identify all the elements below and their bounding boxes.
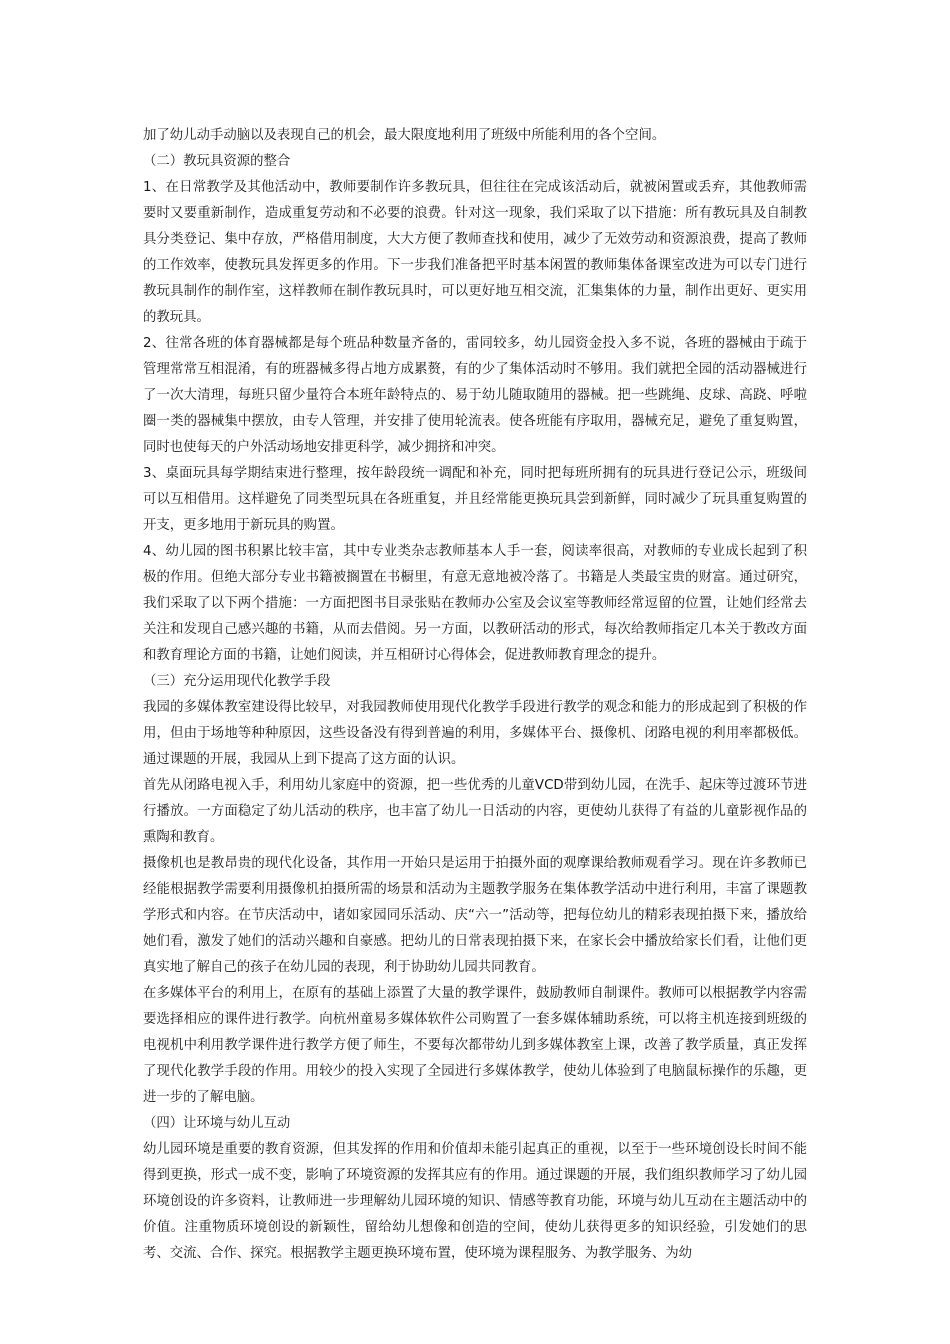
paragraph: 幼儿园环境是重要的教育资源，但其发挥的作用和价值却未能引起真正的重视，以至于一些环境创设长时间不能得到更换，形式一成不变，影响了环境资源的发挥其应有的作用。通过课题的开展，我们组织教师学习了幼儿园环境创设的许多资料，让教师进一步理解幼儿园环境的知识、情感等教育功能，环境与幼儿互动在主题活动中的价值。注重物质环境创设的新颖性，留给幼儿想像和创造的空间，使幼儿获得更多的知识经验，引发她们的思考、交流、合作、探究。根据教学主题更换环境布置，使环境为课程服务、为教学服务、为幼 [143, 1142, 807, 1261]
paragraph: 2、往常各班的体育器械都是每个班品种数量齐备的，雷同较多，幼儿园资金投入多不说，各班的器械由于疏于管理常常互相混淆，有的班器械多得占地方成累赘，有的少了集体活动时不够用。我们就把全园的活动器械进行了一次大清理，每班只留少量符合本班年龄特点的、易于幼儿随取随用的器械。把一些跳绳、皮球、高跷、呼啦圈一类的器械集中摆放，由专人管理，并安排了使用轮流表。使各班能有序取用，器械充足，避免了重复购置，同时也使每天的户外活动场地安排更科学，减少拥挤和冲突。 [143, 336, 807, 455]
paragraph: 4、幼儿园的图书积累比较丰富，其中专业类杂志教师基本人手一套，阅读率很高，对教师的专业成长起到了积极的作用。但绝大部分专业书籍被搁置在书橱里，有意无意地被冷落了。书籍是人类最宝贵的财富。通过研究，我们采取了以下两个措施：一方面把图书目录张贴在教师办公室及会议室等教师经常逗留的位置，让她们经常去关注和发现自己感兴趣的书籍，从而去借阅。另一方面，以教研活动的形式，每次给教师指定几本关于教改方面和教育理论方面的书籍，让她们阅读，并互相研讨心得体会，促进教师教育理念的提升。 [143, 544, 807, 663]
paragraph: 摄像机也是教昂贵的现代化设备，其作用一开始只是运用于拍摄外面的观摩课给教师观看学习。现在许多教师已经能根据教学需要利用摄像机拍摄所需的场景和活动为主题教学服务在集体教学活动中进行利用，丰富了课题教学形式和内容。在节庆活动中，诸如家园同乐活动、庆“六一”活动等，把每位幼儿的精彩表现拍摄下来，播放给她们看，激发了她们的活动兴趣和自豪感。把幼儿的日常表现拍摄下来，在家长会中播放给家长们看，让他们更真实地了解自己的孩子在幼儿园的表现，利于协助幼儿园共同教育。 [143, 856, 807, 975]
paragraph: 1、在日常教学及其他活动中，教师要制作许多教玩具，但往往在完成该活动后，就被闲置或丢弃，其他教师需要时又要重新制作，造成重复劳动和不必要的浪费。针对这一现象，我们采取了以下措施：所有教玩具及自制教具分类登记、集中存放，严格借用制度，大大方便了教师查找和使用，减少了无效劳动和资源浪费，提高了教师的工作效率，使教玩具发挥更多的作用。下一步我们准备把平时基本闲置的教师集体备课室改进为可以专门进行教玩具制作的制作室，这样教师在制作教玩具时，可以更好地互相交流，汇集集体的力量，制作出更好、更实用的教玩具。 [143, 180, 807, 325]
paragraph: 我园的多媒体教室建设得比较早，对我园教师使用现代化教学手段进行教学的观念和能力的形成起到了积极的作用，但由于场地等种种原因，这些设备没有得到普遍的利用，多媒体平台、摄像机、闭路电视的利用率都极低。通过课题的开展，我园从上到下提高了这方面的认识。 [143, 700, 807, 767]
paragraph: 3、桌面玩具每学期结束进行整理，按年龄段统一调配和补充，同时把每班所拥有的玩具进行登记公示，班级间可以互相借用。这样避免了同类型玩具在各班重复，并且经常能更换玩具尝到新鲜，同时减少了玩具重复购置的开支，更多地用于新玩具的购置。 [143, 466, 807, 533]
section-heading: （二）教玩具资源的整合 [143, 154, 291, 169]
paragraph: 加了幼儿动手动脑以及表现自己的机会，最大限度地利用了班级中所能利用的各个空间。 [143, 128, 666, 143]
document-page [143, 123, 807, 1267]
section-heading: （四）让环境与幼儿互动 [143, 1116, 291, 1131]
section-heading: （三）充分运用现代化教学手段 [143, 674, 331, 689]
paragraph: 在多媒体平台的利用上，在原有的基础上添置了大量的教学课件，鼓励教师自制课件。教师可以根据教学内容需要选择相应的课件进行教学。向杭州童易多媒体软件公司购置了一套多媒体辅助系统，可以将主机连接到班级的电视机中利用教学课件进行教学方便了师生，不要每次都带幼儿到多媒体教室上课，改善了教学质量，真正发挥了现代化教学手段的作用。用较少的投入实现了全园进行多媒体教学，使幼儿体验到了电脑鼠标操作的乐趣，更进一步的了解电脑。 [143, 986, 807, 1105]
paragraph: 首先从闭路电视入手，利用幼儿家庭中的资源，把一些优秀的儿童VCD带到幼儿园，在洗手、起床等过渡环节进行播放。一方面稳定了幼儿活动的秩序，也丰富了幼儿一日活动的内容，更使幼儿获得了有益的儿童影视作品的熏陶和教育。 [143, 778, 807, 845]
